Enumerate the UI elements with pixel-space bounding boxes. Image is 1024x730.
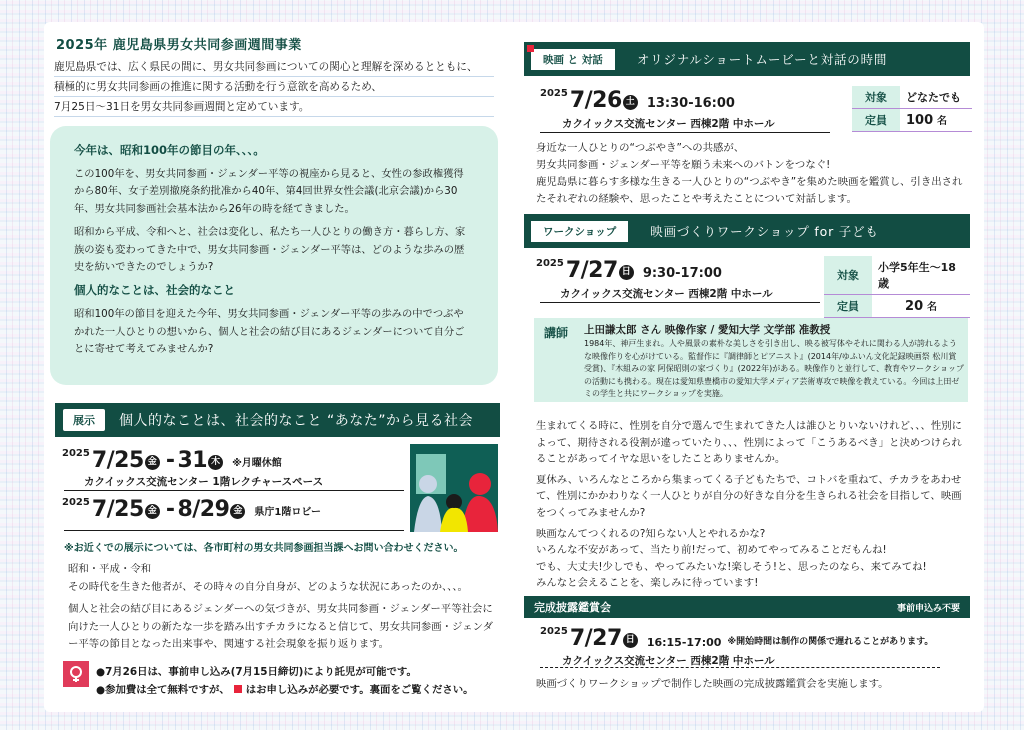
exhibition-title: 個人的なことは、社会的なこと “あなた”から見る社会 [119, 413, 473, 429]
workshop-title: 映画づくりワークショップ for 子ども [650, 224, 879, 239]
target-value: 小学5年生～18歳 [872, 256, 970, 295]
year: 2025 [536, 258, 564, 269]
date: 7/25 [91, 497, 144, 522]
premiere-header [524, 596, 970, 618]
lecturer-box [534, 318, 968, 402]
film-talk-info [852, 86, 972, 132]
closed-note: ※月曜休館 [232, 458, 282, 469]
exhibition-date-1 [62, 448, 282, 473]
feature-paragraph: この100年を、男女共同参画・ジェンダー平等の視座から見ると、女性の参政権獲得から80年、女子差別撤廃条約批准から40年、第4回世界女性会議(北京会議)から30年、男女共同参画社会基本法から26年の時を経てきました。 [74, 168, 464, 215]
exhibition-notice: ※お近くでの展示については、各市町村の男女共同参画担当課へお問い合わせください。 [64, 543, 464, 554]
premiere-body: 映画づくりワークショップで制作した映画の完成披露鑑賞会を実施します。 [536, 678, 889, 690]
weekday-badge: 金 [230, 504, 245, 519]
feature-box [50, 126, 498, 385]
end-date: 31 [177, 448, 208, 473]
divider [540, 302, 820, 303]
target-label: 対象 [852, 86, 900, 109]
body-line: みんなと会えることを、楽しみに待っています! [536, 577, 759, 590]
body-paragraph: 夏休み、いろんなところから集まってくる子どもたちで、コトバを重ねて、チカラをあわせて、性別にかかわりなく一人ひとりが自分の好きな自分を生きられる社会を目指して、映画をつくってみませんか? [536, 473, 962, 519]
date-dash: - [165, 448, 175, 473]
body-paragraph: 鹿児島県に暮らす多様な生きる一人ひとりの“つぶやき”を集めた映画を鑑賞し、引き出されたそれぞれの経験や、思ったことや考えたことについて対話します。 [536, 176, 963, 205]
workshop-header [524, 214, 970, 248]
exhibition-body [68, 561, 498, 654]
end-date: 8/29 [177, 497, 230, 522]
date: 7/26 [569, 88, 622, 113]
divider [64, 490, 404, 491]
year: 2025 [62, 448, 90, 459]
film-talk-header [524, 42, 970, 76]
workshop-date [536, 258, 722, 283]
target-label: 対象 [824, 256, 872, 295]
capacity-label: 定員 [852, 109, 900, 132]
film-talk-body [536, 140, 968, 208]
time: 13:30-16:00 [646, 96, 735, 111]
time: 16:15-17:00 [646, 636, 722, 649]
date-dash: - [165, 497, 175, 522]
capacity-value: 100 [906, 113, 934, 128]
weekday-badge: 土 [623, 95, 638, 110]
page-title: 2025年 鹿児島県男女共同参画週間事業 [56, 38, 302, 53]
exhibition-tag: 展示 [63, 409, 105, 431]
film-talk-tag [531, 49, 615, 70]
body-line: 昭和・平成・令和 [68, 563, 152, 575]
body-line: その時代を生きた他者が、その時々の自分自身が、どのような状況にあったのか、、、。 [68, 580, 468, 593]
intro-line: 積極的に男女共同参画の推進に関する活動を行う意欲を高めるため、 [54, 77, 494, 97]
capacity-unit: 名 [936, 116, 947, 127]
year: 2025 [62, 497, 90, 508]
venue: カクイックス交流センター 西棟2階 中ホール [562, 118, 775, 130]
exhibition-header [55, 403, 500, 437]
sdg-gender-equality-icon [63, 661, 89, 687]
red-square-icon [527, 45, 534, 52]
body-line: 身近な一人ひとりの“つぶやき”への共感が、 [536, 142, 745, 154]
workshop-tag: ワークショップ [531, 221, 628, 242]
divider [540, 667, 940, 668]
workshop-body [536, 418, 968, 592]
fee-note-b: はお申し込みが必要です。裏面をご覧ください。 [245, 684, 474, 696]
body-paragraph: 生まれてくる時に、性別を自分で選んで生まれてきた人は誰ひとりいないけれど、、、性別によって、期待される役割が違っていたり、、、性別によって「こうあるべき」と決めつけられることがあってイヤな思いをしたことありませんか。 [536, 420, 963, 466]
year: 2025 [540, 88, 568, 99]
lecturer-label: 講師 [544, 326, 569, 340]
lecturer-bio: 1984年、神戸生まれ。人や風景の素朴な美しさを引き出し、映る被写体やそれに関わる人が誇れるような映像作りを心がけている。監督作に『調律師とピアニスト』(2014年/ゆふいん文化記録映画祭 松川賞受賞)、『木組みの家 阿保昭則の家づくり』(2022年)がある。映像作りと並行して、教育やワークショップの活動にも携わる。現在は愛知県豊橋市の愛知大学メディア芸術専攻で映像を教えている。今回は上田ゼミの学生と共にワークショップを実施。 [584, 339, 964, 398]
venue: カクイックス交流センター 1階レクチャースペース [84, 476, 324, 488]
feature-subheading: 個人的なことは、社会的なこと [74, 283, 235, 298]
capacity-unit: 名 [926, 302, 937, 313]
weekday-badge: 木 [208, 455, 223, 470]
silhouette-art-icon [410, 444, 498, 532]
childcare-note: ●7月26日は、事前申し込み(7月15日締切)により託児が可能です。 [96, 666, 417, 678]
premiere-note: 事前申込み不要 [896, 603, 960, 614]
venue: カクイックス交流センター 西棟2階 中ホール [562, 655, 775, 667]
capacity-cell [900, 109, 972, 132]
lecturer-name: 上田謙太郎 さん 映像作家 / 愛知大学 文学部 准教授 [584, 324, 831, 336]
fee-note [96, 681, 474, 696]
date: 7/25 [91, 448, 144, 473]
exhibition-date-2 [62, 497, 321, 522]
feature-heading: 今年は、昭和100年の節目の年、、、。 [74, 143, 265, 157]
feature-paragraph: 昭和から平成、令和へと、社会は変化し、私たち一人ひとりの働き方・暮らし方、家族の姿も変わってきた中で、男女共同参画・ジェンダー平等は、どのような歩みの歴史を紡いできたのでしょうか? [74, 226, 466, 274]
red-square-icon [234, 685, 242, 693]
divider [64, 530, 404, 531]
body-line: いろんな不安があって、当たり前!だって、初めてやってみることだもんね! [536, 544, 887, 557]
weekday-badge: 日 [623, 633, 638, 648]
target-value: どなたでも [900, 86, 972, 109]
premiere-title: 完成披露鑑賞会 [534, 601, 611, 614]
fee-note-a: ●参加費は全て無料ですが、 [96, 684, 230, 696]
intro-line: 鹿児島県では、広く県民の間に、男女共同参画についての関心と理解を深めるとともに、 [54, 57, 494, 77]
weekday-badge: 金 [145, 455, 160, 470]
time-note: ※開始時間は制作の関係で遅れることがあります。 [727, 637, 934, 647]
intro-text [54, 57, 494, 117]
feature-paragraph: 昭和100年の節目を迎えた今年、男女共同参画・ジェンダー平等の歩みの中でつぶやかれた一人ひとりの想いから、個人と社会の結び目にあるジェンダーについて自分ごとに寄せて考えてみませんか? [74, 308, 465, 356]
body-paragraph: 個人と社会の結び目にあるジェンダーへの気づきが、男女共同参画・ジェンダー平等社会に向けた一人ひとりの新たな一歩を踏み出すチカラになると信じて、男女共同参画・ジェンダー平等の節目となった出来事や、関連する社会現象を振り返ります。 [68, 603, 493, 650]
weekday-badge: 金 [145, 504, 160, 519]
capacity-label: 定員 [824, 295, 872, 318]
date: 7/27 [569, 626, 622, 651]
venue: カクイックス交流センター 西棟2階 中ホール [560, 288, 773, 300]
capacity-cell [872, 295, 970, 318]
tag-label: 映画 と 対話 [543, 53, 603, 66]
time: 9:30-17:00 [642, 266, 722, 281]
intro-line: 7月25日～31日を男女共同参画週間と定めています。 [54, 97, 494, 117]
body-line: 男女共同参画・ジェンダー平等を願う未来へのバトンをつなぐ! [536, 159, 831, 171]
premiere-date [540, 626, 933, 651]
body-line: でも、大丈夫!少しでも、やってみたいな!楽しそう!と、思ったのなら、来てみてね! [536, 560, 927, 573]
film-talk-date [540, 88, 735, 113]
film-talk-title: オリジナルショートムービーと対話の時間 [636, 52, 888, 67]
capacity-value: 20 [905, 299, 924, 314]
venue: 県庁1階ロビー [254, 507, 321, 518]
date: 7/27 [565, 258, 618, 283]
body-line: 映画なんてつくれるの?知らない人とやれるかな? [536, 527, 766, 540]
weekday-badge: 日 [619, 265, 634, 280]
divider [540, 132, 830, 133]
workshop-info [824, 256, 970, 318]
year: 2025 [540, 626, 568, 637]
